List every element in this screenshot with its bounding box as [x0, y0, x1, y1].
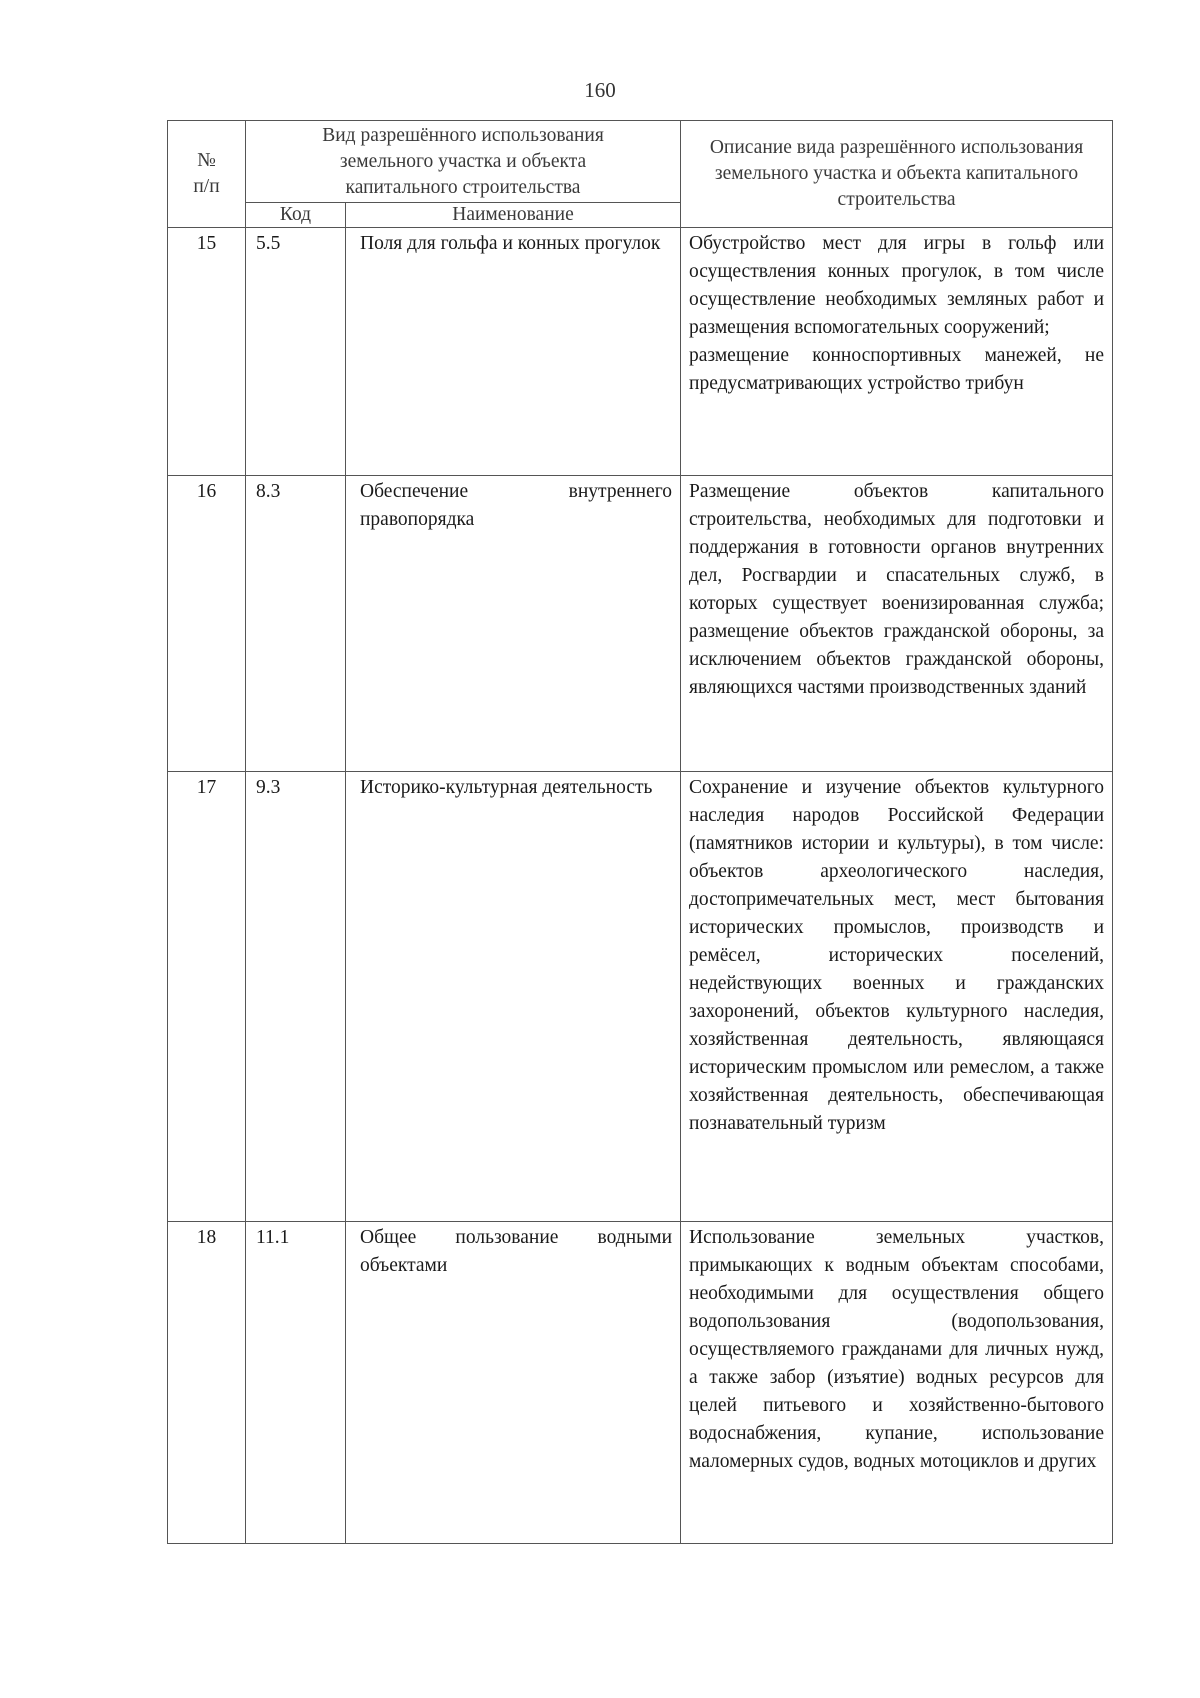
- description-paragraph: Обустройство мест для игры в гольф или осуществления конных прогулок, в том числе осуществление необходимых земляных работ и размещения вспомогательных сооружений;: [689, 233, 1105, 338]
- row-code: 8.3: [246, 476, 346, 772]
- description-paragraph: Сохранение и изучение объектов культурного наследия народов Российской Федерации (памятников истории и культуры), в том числе: объектов археологического наследия, достопримечательных мест, мест бытования исторических промыслов, производств и ремёсел, исторических поселений, недействующих военных и гражданских захоронений, объектов культурного наследия, хозяйственная деятельность, являющаяся историческим промыслом или ремеслом, а также хозяйственная деятельность, обеспечивающая познавательный туризм: [689, 777, 1105, 1134]
- row-code: 9.3: [246, 772, 346, 1222]
- row-code: 5.5: [246, 228, 346, 476]
- page-number: 160: [584, 78, 616, 102]
- row-description: [681, 772, 1113, 1222]
- header-name: Наименование: [346, 203, 681, 228]
- row-description: [681, 228, 1113, 476]
- land-use-table: [167, 120, 1113, 1544]
- row-number: 15: [168, 228, 246, 476]
- row-number: 18: [168, 1222, 246, 1544]
- table-row: [168, 1222, 1113, 1544]
- table-row: [168, 228, 1113, 476]
- row-description: [681, 476, 1113, 772]
- header-group: Вид разрешённого использования земельного участка и объекта капитального строительства: [246, 121, 681, 203]
- header-num: № п/п: [168, 121, 246, 228]
- row-number: 16: [168, 476, 246, 772]
- row-name: Историко-культурная деятельность: [346, 772, 681, 1222]
- description-paragraph: Размещение объектов капитального строительства, необходимых для подготовки и поддержания в готовности органов внутренних дел, Росгвардии и спасательных служб, в которых существует военизированная служба; размещение объектов гражданской обороны, за исключением объектов гражданской обороны, являющихся частями производственных зданий: [689, 481, 1105, 698]
- row-name: Поля для гольфа и конных прогулок: [346, 228, 681, 476]
- row-description: [681, 1222, 1113, 1544]
- row-number: 17: [168, 772, 246, 1222]
- table-row: [168, 476, 1113, 772]
- description-paragraph: Использование земельных участков, примыкающих к водным объектам способами, необходимыми для осуществления общего водопользования (водопользования, осуществляемого гражданами для личных нужд, а также забор (изъятие) водных ресурсов для целей питьевого и хозяйственно-бытового водоснабжения, купание, использование маломерных судов, водных мотоциклов и других: [689, 1227, 1105, 1472]
- table-row: [168, 772, 1113, 1222]
- description-paragraph: размещение конноспортивных манежей, не предусматривающих устройство трибун: [689, 345, 1105, 394]
- header-description: Описание вида разрешённого использования земельного участка и объекта капитального строительства: [681, 121, 1113, 228]
- row-name: Общее пользование водными объектами: [346, 1222, 681, 1544]
- row-code: 11.1: [246, 1222, 346, 1544]
- table-body: [168, 228, 1113, 1544]
- header-code: Код: [246, 203, 346, 228]
- row-name: Обеспечение внутреннего правопорядка: [346, 476, 681, 772]
